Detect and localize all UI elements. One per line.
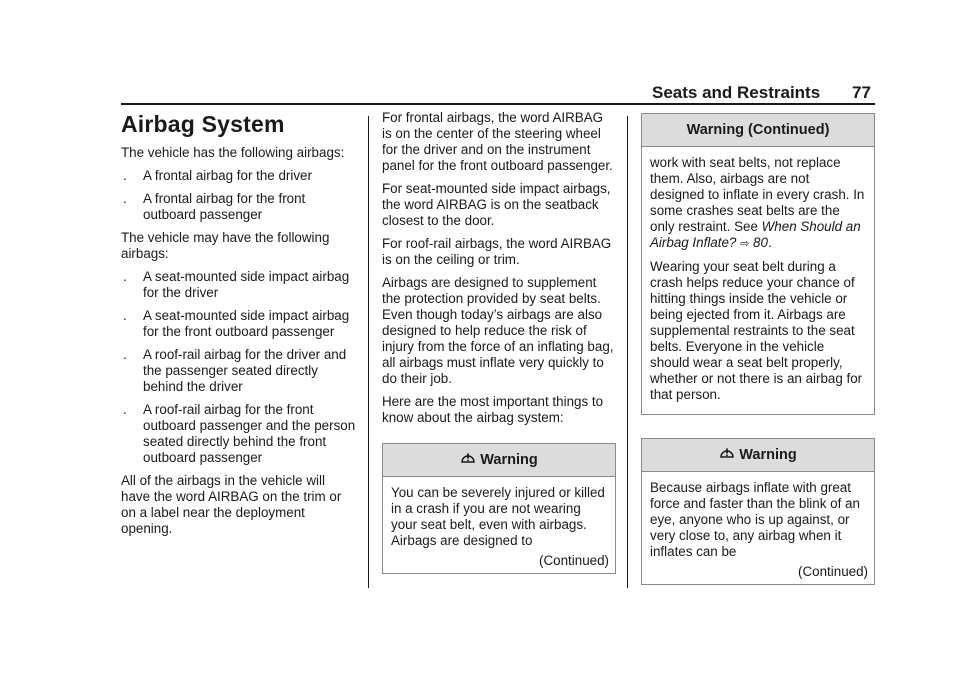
warning-box	[641, 438, 875, 585]
list-item: . A roof-rail airbag for the front outboard passenger and the person seated directly behind the front outboard passenger	[123, 402, 356, 465]
column-divider	[368, 116, 369, 588]
paragraph: work with seat belts, not replace them. Also, airbags are not designed to inflate in every crash. In some crashes seat belts are the only restraint. See When Should an Airbag Inflate? ⇨ 80.	[650, 155, 865, 250]
warning-icon	[719, 445, 735, 461]
bullet-icon: .	[123, 191, 127, 206]
page-reference[interactable]: 80	[753, 235, 768, 250]
cross-reference-link[interactable]: When Should an Airbag Inflate?	[650, 219, 861, 250]
warning-header	[642, 439, 874, 472]
closing-paragraph: All of the airbags in the vehicle will have the word AIRBAG on the trim or on a label near the deployment opening.	[121, 473, 342, 536]
warning-title: Warning	[739, 447, 797, 463]
warning-icon	[460, 450, 476, 466]
warning-title: Warning	[480, 452, 538, 468]
bullet-icon: .	[123, 168, 127, 183]
paragraph: Here are the most important things to know about the airbag system:	[382, 394, 604, 425]
header-rule	[121, 103, 875, 105]
warning-continued-box	[641, 113, 875, 415]
column-3	[641, 113, 875, 415]
bullet-icon: .	[123, 269, 127, 284]
may-have-paragraph: The vehicle may have the following airbags:	[121, 230, 330, 261]
list-item: . A seat-mounted side impact airbag for the driver	[123, 269, 350, 300]
warning-header: Warning (Continued)	[642, 114, 874, 147]
warning-body: Because airbags inflate with great force and faster than the blink of an eye, anyone who is up against, or very close to, any airbag when it inflates can be	[650, 480, 860, 559]
warning-body: You can be severely injured or killed in a crash if you are not wearing your seat belt, even with airbags. Airbags are designed to	[391, 485, 605, 548]
continued-label: (Continued)	[798, 564, 868, 579]
column-divider	[627, 116, 628, 588]
page-number: 77	[852, 83, 871, 102]
bullet-icon: .	[123, 347, 127, 362]
intro-paragraph: The vehicle has the following airbags:	[121, 145, 345, 160]
list-item: . A seat-mounted side impact airbag for the front outboard passenger	[123, 308, 350, 339]
paragraph: For roof-rail airbags, the word AIRBAG is on the ceiling or trim.	[382, 236, 612, 267]
list-item: . A roof-rail airbag for the driver and the passenger seated directly behind the driver	[123, 347, 347, 394]
continued-label: (Continued)	[539, 553, 609, 568]
column-2	[382, 110, 616, 574]
paragraph: For seat-mounted side impact airbags, the word AIRBAG is on the seatback closest to the door.	[382, 181, 611, 228]
paragraph: For frontal airbags, the word AIRBAG is on the center of the steering wheel for the driver and on the instrument panel for the front outboard passenger.	[382, 110, 613, 173]
list-item: . A frontal airbag for the front outboard passenger	[123, 191, 306, 222]
paragraph: Wearing your seat belt during a crash helps reduce your chance of hitting things inside the vehicle or being ejected from it. Airbags are supplemental restraints to the seat belts. Everyone in the vehicle should wear a seat belt properly, whether or not there is an airbag for that person.	[650, 259, 863, 402]
list-item: . A frontal airbag for the driver	[123, 168, 312, 183]
warning-header	[383, 444, 615, 477]
warning-box	[382, 443, 616, 574]
page-title: Airbag System	[121, 111, 285, 137]
column-1	[121, 111, 357, 544]
bullet-icon: .	[123, 402, 127, 417]
paragraph: Airbags are designed to supplement the protection provided by seat belts. Even though today’s airbags are also designed to help reduce the risk of injury from the force of an inflating bag, all airbags must inflate very quickly to do their job.	[382, 275, 614, 386]
bullet-icon: .	[123, 308, 127, 323]
section-title: Seats and Restraints	[652, 83, 821, 102]
warning-body	[642, 147, 874, 414]
page-reference-icon: ⇨	[740, 238, 750, 250]
